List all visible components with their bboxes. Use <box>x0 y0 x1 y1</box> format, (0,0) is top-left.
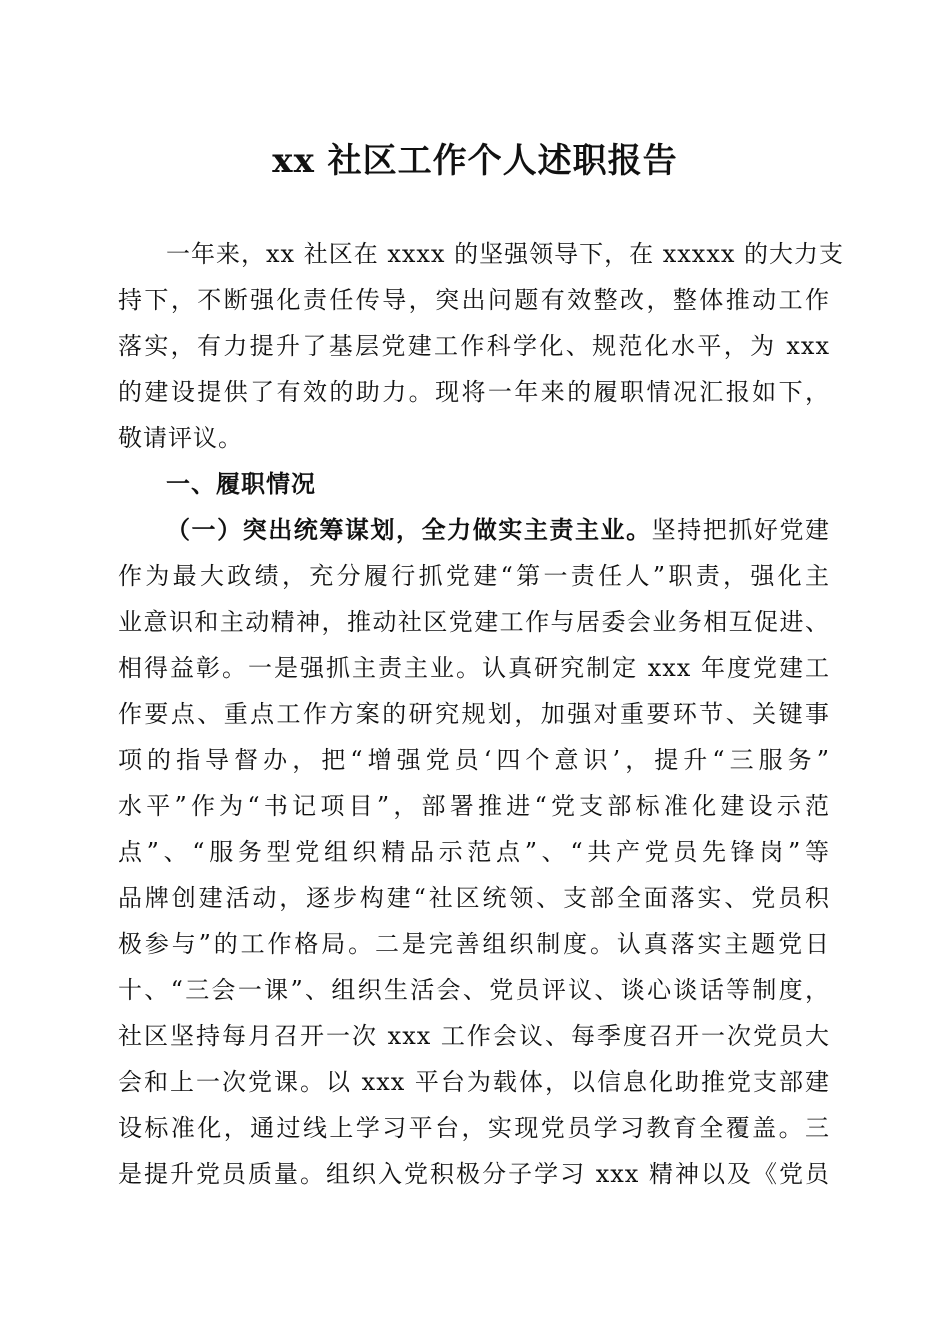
body-line: 业意识和主动精神，推动社区党建工作与居委会业务相互促进、 <box>118 608 830 636</box>
body-line: 极参与”的工作格局。二是完善组织制度。认真落实主题党日 <box>118 930 830 958</box>
body-line: 品牌创建活动，逐步构建“社区统领、支部全面落实、党员积 <box>118 884 830 912</box>
body-line: 相得益彰。一是强抓主责主业。认真研究制定 xxx 年度党建工 <box>118 654 830 682</box>
body-line: 十、“三会一课”、组织生活会、党员评议、谈心谈话等制度， <box>118 976 830 1004</box>
document-title: xx 社区工作个人述职报告 <box>272 141 678 181</box>
body-line: 作要点、重点工作方案的研究规划，加强对重要环节、关键事 <box>118 700 830 728</box>
subsection-first-rest: 坚持把抓好党建 <box>651 516 831 544</box>
body-line: 是提升党员质量。组织入党积极分子学习 xxx 精神以及《党员 <box>118 1160 830 1188</box>
body-line: 项的指导督办，把“增强党员‘四个意识’，提升“三服务” <box>118 746 830 774</box>
intro-line: 落实，有力提升了基层党建工作科学化、规范化水平，为 xxx <box>118 332 830 360</box>
document-body <box>118 231 845 1197</box>
intro-line: 持下，不断强化责任传导，突出问题有效整改，整体推动工作 <box>118 286 830 314</box>
body-line: 点”、“服务型党组织精品示范点”、“共产党员先锋岗”等 <box>118 838 830 866</box>
intro-line: 一年来，xx 社区在 xxxx 的坚强领导下，在 xxxxx 的大力支 <box>166 240 845 268</box>
intro-line: 敬请评议。 <box>118 424 243 452</box>
section-heading: 一、履职情况 <box>166 470 316 498</box>
body-line: 水平”作为“书记项目”，部署推进“党支部标准化建设示范 <box>118 792 830 820</box>
intro-line: 的建设提供了有效的助力。现将一年来的履职情况汇报如下， <box>118 378 830 406</box>
body-line: 社区坚持每月召开一次 xxx 工作会议、每季度召开一次党员大 <box>118 1022 830 1050</box>
body-line: 作为最大政绩，充分履行抓党建“第一责任人”职责，强化主 <box>118 562 830 590</box>
subsection-heading: （一）突出统筹谋划，全力做实主责主业。 <box>166 515 652 544</box>
body-line: 设标准化，通过线上学习平台，实现党员学习教育全覆盖。三 <box>118 1114 830 1142</box>
subsection-first-line <box>118 507 830 553</box>
body-line: 会和上一次党课。以 xxx 平台为载体，以信息化助推党支部建 <box>118 1068 830 1096</box>
